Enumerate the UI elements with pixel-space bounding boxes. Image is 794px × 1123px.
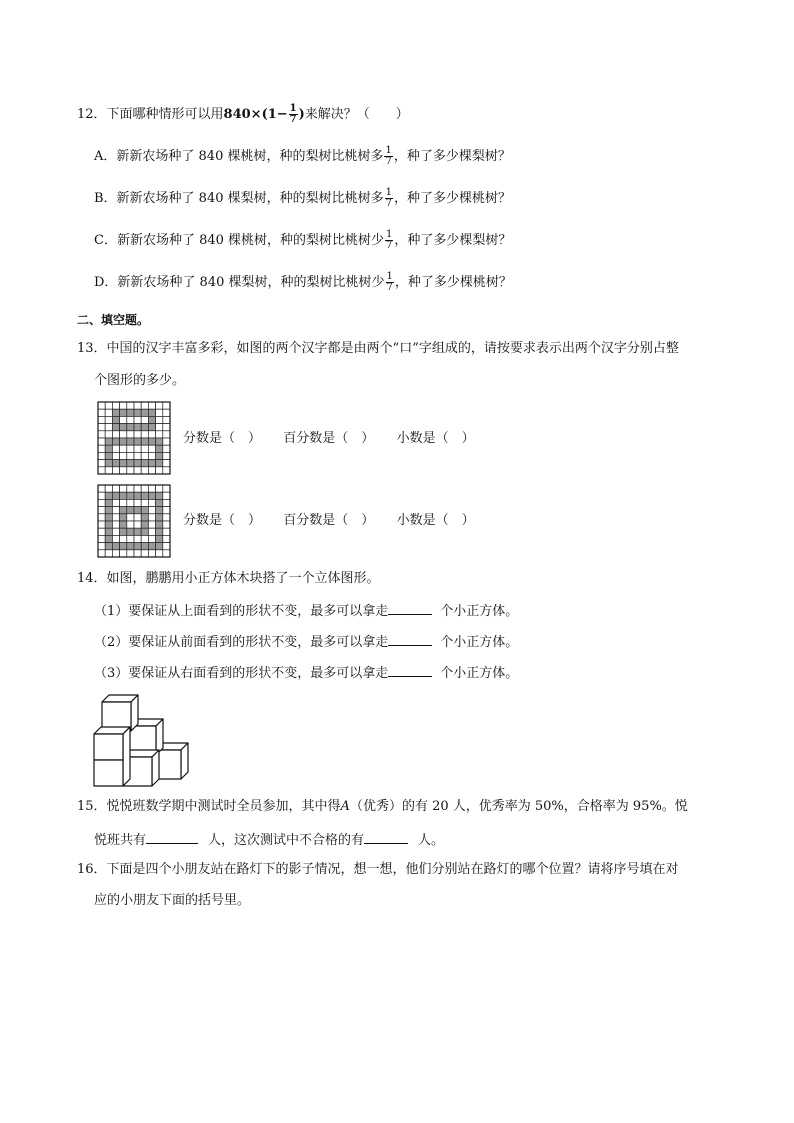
grid-cell <box>148 507 155 514</box>
grid-cell <box>105 550 112 557</box>
grid-cell <box>156 416 163 423</box>
grid-cell <box>127 467 134 474</box>
grid-cell <box>105 402 112 409</box>
grid-cell <box>148 467 155 474</box>
q12-option-d <box>94 272 512 293</box>
grid-cell <box>105 416 112 423</box>
grid-cell <box>98 438 105 445</box>
option-text: D．新新农场种了 840 棵梨树，种的梨树比桃树少 <box>94 275 385 290</box>
grid-cell <box>120 424 127 431</box>
grid-cell <box>163 521 170 528</box>
percent-answer: 百分数是（ ） <box>283 431 375 446</box>
grid-cell <box>156 550 163 557</box>
grid-cell <box>127 535 134 542</box>
answer-blank[interactable] <box>388 603 432 615</box>
grid-cell <box>163 452 170 459</box>
grid-cell <box>148 550 155 557</box>
grid-cell <box>112 424 119 431</box>
grid-cell <box>141 460 148 467</box>
fraction-numerator: 1 <box>386 229 393 240</box>
grid-cell <box>141 409 148 416</box>
grid-cell <box>148 521 155 528</box>
grid-cell <box>127 507 134 514</box>
grid-cell <box>120 521 127 528</box>
cube-stack-figure <box>92 688 192 788</box>
grid-cell <box>163 438 170 445</box>
grid-cell <box>156 514 163 521</box>
fraction-numerator: 1 <box>385 145 392 156</box>
grid-cell <box>156 507 163 514</box>
grid-cell <box>148 514 155 521</box>
grid-cell <box>163 499 170 506</box>
grid-cell <box>105 445 112 452</box>
q14-part-3 <box>94 665 518 680</box>
grid-cell <box>98 467 105 474</box>
grid-cell <box>120 438 127 445</box>
grid-cell <box>148 409 155 416</box>
grid-cell <box>163 550 170 557</box>
q13-row2 <box>183 514 475 527</box>
option-fraction <box>386 272 394 293</box>
grid-cell <box>134 492 141 499</box>
grid-cell <box>98 402 105 409</box>
q12-expression-a: 840×(1− <box>223 107 288 122</box>
q15-text: 15．悦悦班数学期中测试时全员参加，其中得 <box>77 799 341 814</box>
grid-cell <box>163 424 170 431</box>
grid-cell <box>156 521 163 528</box>
grid-cell <box>98 521 105 528</box>
grid-cell <box>105 492 112 499</box>
q15-text: 悦班共有 <box>94 833 147 848</box>
grid-cell <box>134 485 141 492</box>
grid-cell <box>98 424 105 431</box>
grid-cell <box>105 535 112 542</box>
grid-cell <box>134 416 141 423</box>
option-fraction <box>384 146 392 167</box>
grid-cell <box>156 535 163 542</box>
grid-cell <box>112 445 119 452</box>
grid-cell <box>127 424 134 431</box>
grid-cell <box>141 528 148 535</box>
grid-cell <box>156 528 163 535</box>
grid-cell <box>134 467 141 474</box>
grid-cell <box>105 438 112 445</box>
grid-cell <box>120 467 127 474</box>
q15-line1 <box>77 800 688 813</box>
grid-cell <box>134 499 141 506</box>
grid-cell <box>120 550 127 557</box>
grid-cell <box>148 445 155 452</box>
grid-cell <box>141 431 148 438</box>
grid-cell <box>112 535 119 542</box>
grid-cell <box>134 431 141 438</box>
grid-cell <box>134 452 141 459</box>
q14-part-1 <box>94 603 518 618</box>
fraction-denominator: 7 <box>386 240 393 251</box>
grid-cell <box>112 467 119 474</box>
grid-cell <box>141 445 148 452</box>
grid-cell <box>163 535 170 542</box>
grid-cell <box>127 409 134 416</box>
grid-cell <box>127 445 134 452</box>
fraction-answer: 分数是（ ） <box>183 513 262 528</box>
grid-cell <box>156 467 163 474</box>
fraction-denominator: 7 <box>385 198 393 209</box>
grid-cell <box>141 438 148 445</box>
grid-cell <box>163 543 170 550</box>
grid-cell <box>134 402 141 409</box>
grid-cell <box>156 409 163 416</box>
grid-cell <box>127 452 134 459</box>
grid-cell <box>127 416 134 423</box>
grid-cell <box>163 416 170 423</box>
grid-cell <box>141 499 148 506</box>
grid-cell <box>141 550 148 557</box>
grid-cell <box>120 445 127 452</box>
grid-cell <box>141 514 148 521</box>
grid-cell <box>127 460 134 467</box>
part-text-end: 个小正方体。 <box>440 604 519 619</box>
grid-cell <box>98 416 105 423</box>
grid-cell <box>134 424 141 431</box>
grid-cell <box>105 528 112 535</box>
grid-cell <box>98 550 105 557</box>
grid-cell <box>156 438 163 445</box>
grid-cell <box>156 402 163 409</box>
grid-cell <box>148 460 155 467</box>
option-text-end: ，种了多少棵桃树？ <box>394 191 512 206</box>
grid-cell <box>98 485 105 492</box>
grid-cell <box>141 543 148 550</box>
grid-cell <box>134 535 141 542</box>
option-fraction <box>385 230 393 251</box>
grid-cell <box>105 543 112 550</box>
grid-cell <box>148 431 155 438</box>
grid-cell <box>112 452 119 459</box>
grid-cell <box>141 507 148 514</box>
grid-cell <box>98 431 105 438</box>
option-text-end: ，种了多少棵桃树？ <box>394 275 512 290</box>
part-text-end: 个小正方体。 <box>440 666 519 681</box>
decimal-answer: 小数是（ ） <box>396 431 475 446</box>
grid-cell <box>163 402 170 409</box>
q15-text-end: （优秀）的有 20 人，优秀率为 50%，合格率为 95%。悦 <box>349 799 688 814</box>
grid-cell <box>105 409 112 416</box>
q15-line2 <box>94 832 444 847</box>
answer-blank[interactable] <box>388 665 432 677</box>
grid-cell <box>163 485 170 492</box>
grid-cell <box>120 507 127 514</box>
fraction-numerator: 1 <box>386 271 393 282</box>
q14-part-2 <box>94 634 518 649</box>
option-text-end: ，种了多少棵梨树？ <box>394 233 512 248</box>
grid-cell <box>112 528 119 535</box>
grid-cell <box>163 431 170 438</box>
grid-cell <box>156 424 163 431</box>
fraction-denominator: 7 <box>385 156 392 167</box>
grid-cell <box>98 528 105 535</box>
grid-cell <box>127 485 134 492</box>
grid-cell <box>163 514 170 521</box>
section-title: 二、填空题。 <box>77 313 150 327</box>
part-text-end: 个小正方体。 <box>440 635 519 650</box>
grid-cell <box>98 492 105 499</box>
grid-cell <box>127 492 134 499</box>
grid-cell <box>120 416 127 423</box>
grid-cell <box>163 507 170 514</box>
grid-cell <box>112 499 119 506</box>
grid-cell <box>120 402 127 409</box>
grid-cell <box>156 452 163 459</box>
fraction-denominator: 7 <box>386 282 393 293</box>
grid-cell <box>148 499 155 506</box>
grid-cell <box>148 543 155 550</box>
grid-cell <box>105 521 112 528</box>
grid-cell <box>148 485 155 492</box>
grid-cell <box>148 416 155 423</box>
option-fraction <box>385 188 393 209</box>
grid-cell <box>112 416 119 423</box>
grid-cell <box>156 431 163 438</box>
grid-cell <box>141 521 148 528</box>
grid-cell <box>134 445 141 452</box>
grid-cell <box>112 485 119 492</box>
grid-cell <box>141 402 148 409</box>
fraction-answer: 分数是（ ） <box>183 431 262 446</box>
grid-cell <box>127 521 134 528</box>
grid-cell <box>148 402 155 409</box>
grid-cell <box>112 431 119 438</box>
grid-cell <box>156 460 163 467</box>
q14-intro: 14．如图，鹏鹏用小正方体木块搭了一个立体图形。 <box>77 571 380 586</box>
grid-cell <box>134 514 141 521</box>
grid-cell <box>105 499 112 506</box>
grid-cell <box>98 445 105 452</box>
grid-cell <box>98 452 105 459</box>
fraction-numerator: 1 <box>385 187 393 198</box>
grid-cell <box>120 431 127 438</box>
grid-cell <box>120 514 127 521</box>
grid-cell <box>98 543 105 550</box>
grid-cell <box>148 424 155 431</box>
q12-fraction <box>289 104 298 125</box>
q12-expression-b: ) <box>298 107 305 122</box>
grid-figure-1 <box>97 401 171 475</box>
grid-cell <box>112 543 119 550</box>
grid-cell <box>98 535 105 542</box>
grid-cell <box>112 409 119 416</box>
grid-cell <box>127 431 134 438</box>
option-text: C．新新农场种了 840 棵桃树，种的梨树比桃树少 <box>94 233 385 248</box>
part-text: （3）要保证从右面看到的形状不变，最多可以拿走 <box>94 666 389 681</box>
decimal-answer: 小数是（ ） <box>396 513 475 528</box>
grid-cell <box>112 550 119 557</box>
grid-cell <box>141 416 148 423</box>
grid-cell <box>127 528 134 535</box>
grid-cell <box>141 452 148 459</box>
grid-cell <box>105 485 112 492</box>
grid-cell <box>120 492 127 499</box>
grid-cell <box>120 460 127 467</box>
grid-cell <box>120 499 127 506</box>
percent-answer: 百分数是（ ） <box>283 513 375 528</box>
grid-cell <box>120 409 127 416</box>
grid-cell <box>134 528 141 535</box>
q12-suffix: 来解决？（ ） <box>304 107 409 122</box>
q12-prefix: 12．下面哪种情形可以用 <box>77 107 224 122</box>
q13-row1 <box>183 432 475 445</box>
option-text: A．新新农场种了 840 棵桃树，种的梨树比桃树多 <box>94 149 384 164</box>
grid-cell <box>120 543 127 550</box>
grid-cell <box>127 543 134 550</box>
grid-cell <box>127 402 134 409</box>
q16-line1: 16．下面是四个小朋友站在路灯下的影子情况，想一想，他们分别站在路灯的哪个位置？请将序号填在对 <box>77 862 679 877</box>
grid-cell <box>134 460 141 467</box>
grid-cell <box>163 492 170 499</box>
grid-cell <box>141 424 148 431</box>
grid-cell <box>141 485 148 492</box>
grid-cell <box>141 467 148 474</box>
grid-cell <box>163 445 170 452</box>
q13-line1: 13．中国的汉字丰富多彩，如图的两个汉字都是由两个“口”字组成的，请按要求表示出两个汉字分别占整 <box>77 341 679 356</box>
grid-cell <box>105 507 112 514</box>
grid-figure-2 <box>97 484 171 558</box>
grid-cell <box>120 485 127 492</box>
grid-cell <box>112 438 119 445</box>
q12-option-c <box>94 230 511 251</box>
grid-cell <box>105 467 112 474</box>
fraction-numerator: 1 <box>289 103 297 114</box>
grid-cell <box>156 485 163 492</box>
q13-line2: 个图形的多少。 <box>94 373 186 388</box>
answer-blank[interactable] <box>388 634 432 646</box>
part-text: （2）要保证从前面看到的形状不变，最多可以拿走 <box>94 635 389 650</box>
grid-cell <box>163 528 170 535</box>
grid-cell <box>112 460 119 467</box>
grid-cell <box>163 409 170 416</box>
grid-cell <box>112 514 119 521</box>
grid-cell <box>127 514 134 521</box>
answer-blank[interactable] <box>146 832 198 844</box>
grid-cell <box>134 409 141 416</box>
q15-text-end: 人。 <box>418 833 445 848</box>
grid-cell <box>156 445 163 452</box>
grid-cell <box>105 514 112 521</box>
grid-cell <box>105 431 112 438</box>
grid-cell <box>127 499 134 506</box>
grid-cell <box>134 521 141 528</box>
grid-cell <box>134 507 141 514</box>
grid-cell <box>120 528 127 535</box>
q12-option-a <box>94 146 511 167</box>
grid-cell <box>105 452 112 459</box>
grid-cell <box>134 543 141 550</box>
grade-letter: A <box>340 799 350 814</box>
grid-cell <box>141 492 148 499</box>
grid-cell <box>112 402 119 409</box>
grid-cell <box>127 438 134 445</box>
q16-line2: 应的小朋友下面的括号里。 <box>94 893 251 908</box>
option-text: B．新新农场种了 840 棵梨树，种的梨树比桃树多 <box>94 191 384 206</box>
option-text-end: ，种了多少棵梨树？ <box>393 149 511 164</box>
grid-cell <box>134 438 141 445</box>
grid-cell <box>98 514 105 521</box>
grid-cell <box>156 543 163 550</box>
grid-cell <box>148 528 155 535</box>
grid-cell <box>148 438 155 445</box>
grid-cell <box>120 535 127 542</box>
grid-cell <box>163 460 170 467</box>
grid-cell <box>112 507 119 514</box>
grid-cell <box>148 452 155 459</box>
grid-cell <box>98 409 105 416</box>
grid-cell <box>134 550 141 557</box>
answer-blank[interactable] <box>364 832 408 844</box>
grid-cell <box>156 499 163 506</box>
grid-cell <box>98 507 105 514</box>
q12-option-b <box>94 188 511 209</box>
grid-cell <box>112 521 119 528</box>
grid-cell <box>105 460 112 467</box>
grid-cell <box>98 499 105 506</box>
grid-cell <box>98 460 105 467</box>
q12-stem <box>77 104 409 125</box>
fraction-denominator: 7 <box>289 114 297 125</box>
grid-cell <box>156 492 163 499</box>
part-text: （1）要保证从上面看到的形状不变，最多可以拿走 <box>94 604 389 619</box>
grid-cell <box>127 550 134 557</box>
grid-cell <box>148 492 155 499</box>
q15-text-mid: 人，这次测试中不合格的有 <box>208 833 365 848</box>
grid-cell <box>148 535 155 542</box>
grid-cell <box>141 535 148 542</box>
grid-cell <box>112 492 119 499</box>
grid-cell <box>163 467 170 474</box>
grid-cell <box>120 452 127 459</box>
grid-cell <box>105 424 112 431</box>
